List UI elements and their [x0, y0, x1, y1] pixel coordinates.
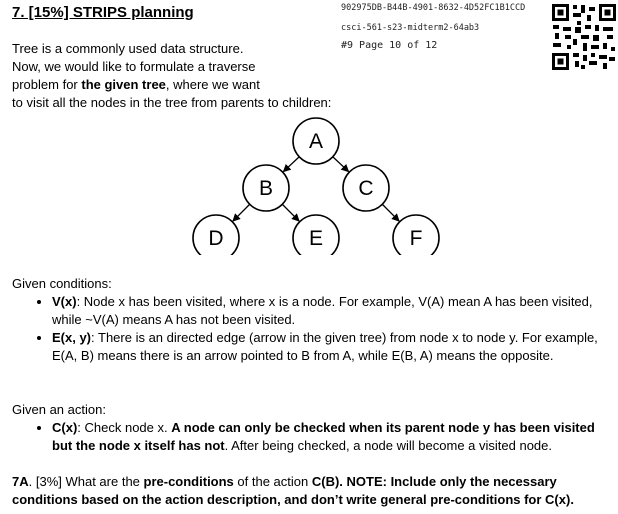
edge-a-c [333, 157, 349, 172]
node-f [393, 215, 439, 255]
action-c: • C(x): Check node x. A node can only be checked when its parent node y has been visited but the node x itself has not. After being checked, a node will become a visited node. [52, 419, 618, 455]
emphasis-given-tree: the given tree [81, 77, 166, 92]
intro-paragraph [12, 40, 352, 112]
node-label: B [258, 177, 274, 200]
question-title: 7. [15%] STRIPS planning [12, 4, 194, 21]
action-list [12, 419, 618, 455]
action-heading: Given an action: [12, 402, 106, 417]
qr-code [551, 3, 617, 71]
term-e: E(x, y) [52, 330, 92, 345]
given-action [12, 401, 618, 455]
intro-line: Now, we would like to formulate a traverse [12, 59, 256, 74]
edge-c-f [382, 204, 399, 221]
term-c: C(x) [52, 420, 78, 435]
action-rule: A node can only be checked when its parent node y has been visited but the node x itself has not [52, 420, 595, 453]
condition-v: • V(x): Node x has been visited, where x is a node. For example, V(A) mean A has been visited, while ~V(A) means A has not been visited. [52, 293, 618, 329]
node-d [193, 215, 239, 255]
edge-b-d [233, 204, 250, 221]
intro-line: Tree is a commonly used data structure. [12, 41, 244, 56]
question-label: 7A [12, 474, 29, 489]
condition-e: • E(x, y): There is an directed edge (arrow in the given tree) from node x to node y. For example, E(A, B) means there is an arrow pointed to B from A, while E(B, A) means the opposite. [52, 329, 618, 365]
node-a [293, 118, 339, 164]
intro-line: to visit all the nodes in the tree from parents to children: [12, 95, 332, 110]
node-b [243, 165, 289, 211]
term-v: V(x) [52, 294, 77, 309]
given-conditions [12, 275, 618, 365]
node-label: C [358, 177, 374, 200]
conditions-list [12, 293, 618, 365]
node-c [343, 165, 389, 211]
question-7a: 7A. [3%] What are the pre-conditions of the action C(B). NOTE: Include only the necessary conditions based on the action description, and don’t write general pre-conditions for C(x). [12, 474, 574, 507]
page-number: #9 Page 10 of 12 [341, 40, 438, 51]
intro-line: problem for the given tree, where we want [12, 77, 260, 92]
node-label: F [409, 227, 423, 250]
course-code: csci-561-s23-midterm2-64ab3 [341, 23, 480, 33]
conditions-heading: Given conditions: [12, 276, 112, 291]
edge-a-b [283, 157, 299, 172]
node-label: D [208, 227, 224, 250]
node-label: E [308, 227, 324, 250]
tree-diagram [185, 115, 445, 255]
node-label: A [308, 130, 324, 153]
document-id: 902975DB-B44B-4901-8632-4D52FC1B1CCD [341, 3, 526, 13]
edge-b-e [282, 204, 299, 221]
node-e [293, 215, 339, 255]
